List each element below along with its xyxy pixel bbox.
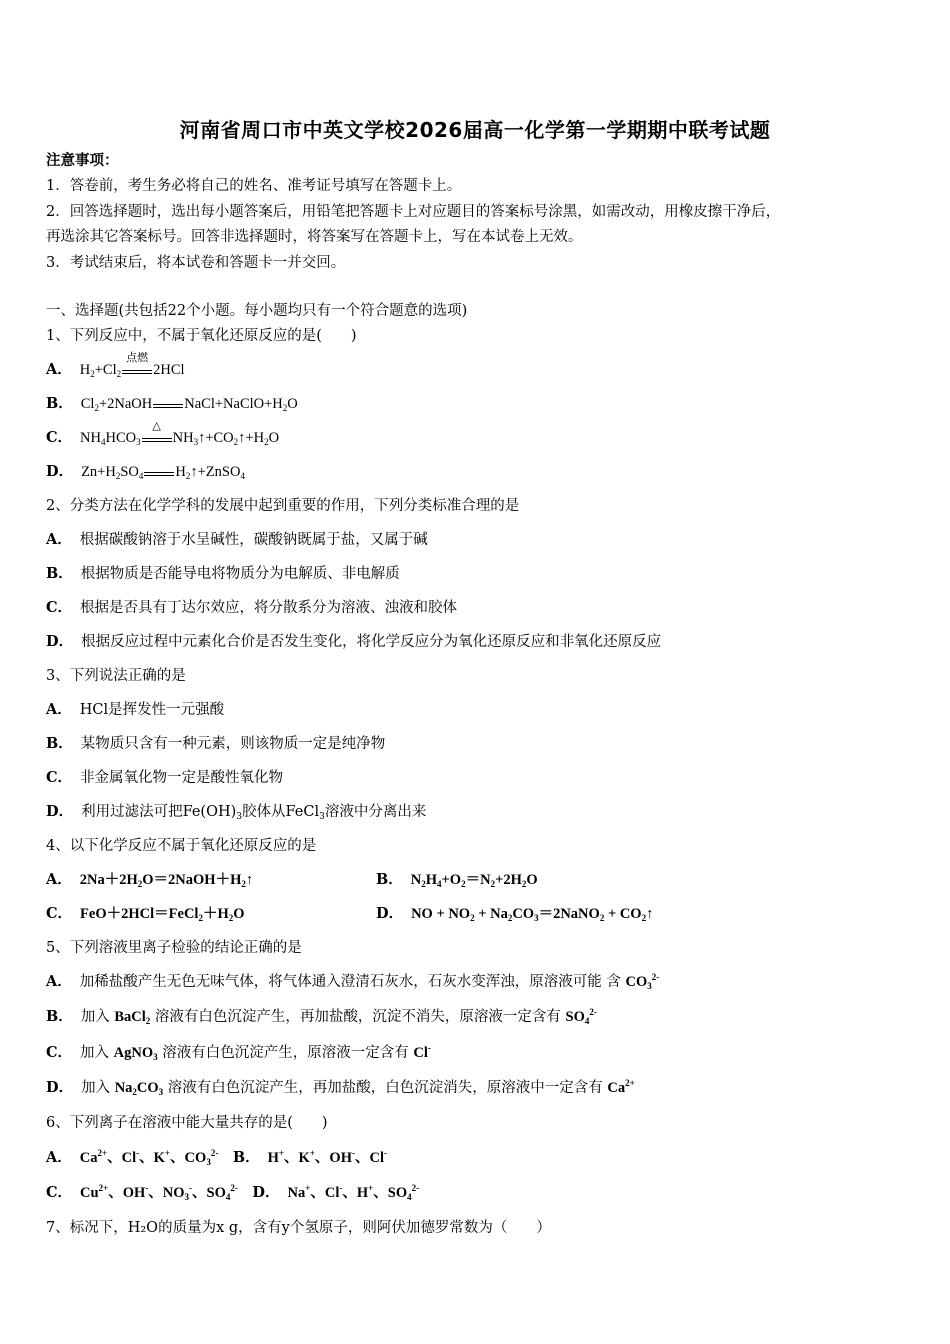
option-text: 某物质只含有一种元素，则该物质一定是纯净物 <box>80 736 386 752</box>
q2-option-b[interactable] <box>46 564 400 584</box>
notice-item-2: 2．回答选择题时，选出每小题答案后，用铅笔把答题卡上对应题目的答案标号涂黑，如需改动，用橡皮擦干净后， <box>46 204 781 220</box>
equals-arrow <box>144 464 174 478</box>
q7-stem: 7、标况下，H₂O的质量为x g，含有y个氢原子，则阿伏加德罗常数为（ ） <box>46 1220 551 1236</box>
option-label: D． <box>46 803 74 820</box>
option-text: 根据物质是否能导电将物质分为电解质、非电解质 <box>80 566 400 582</box>
q3-stem: 3、下列说法正确的是 <box>46 668 186 684</box>
q5-option-a[interactable]: A． 加稀盐酸产生无色无味气体，将气体通入澄清石灰水，石灰水变浑浊，原溶液可能 含 $CO_3^{2-}$ <box>46 972 660 991</box>
option-label: B． <box>46 1008 73 1025</box>
notice-item-2-cont: 再选涂其它答案标号。回答非选择题时，将答案写在答题卡上，写在本试卷上无效。 <box>46 229 583 245</box>
option-label: D． <box>46 1079 74 1096</box>
q5-option-d[interactable]: D． 加入 $Na_2CO_3$ 溶液有白色沉淀产生，再加盐酸，白色沉淀消失，原溶液中一定含有 $Ca^{2+}$ <box>46 1078 635 1097</box>
option-label: C． <box>46 429 73 446</box>
q1-option-c[interactable]: C． $NH_4HCO_3$ △ $NH_3↑+CO_2↑+H_2O$ <box>46 419 280 447</box>
q1-stem: 1、下列反应中，不属于氧化还原反应的是( ) <box>46 328 357 344</box>
option-label: A． <box>46 361 72 378</box>
option-label: C． <box>46 1184 73 1201</box>
option-label: D． <box>252 1184 280 1201</box>
option-label: D． <box>376 905 404 922</box>
q1-option-a[interactable]: A． $H_2+Cl_2$ 点燃 2HCl <box>46 351 185 379</box>
option-text: 根据是否具有丁达尔效应，将分散系分为溶液、浊液和胶体 <box>80 600 458 616</box>
option-label: C． <box>46 599 73 616</box>
q3-option-a[interactable] <box>46 700 224 720</box>
option-label: D． <box>46 463 74 480</box>
q3-option-c[interactable] <box>46 768 283 788</box>
q6-options-ab[interactable]: A． $Ca^{2+}$、Cl-、K+、$CO_3^{2-}$ B． H+、K+、OH-、Cl- <box>46 1148 387 1167</box>
q1-option-b[interactable]: B． $Cl_2+2NaOH$ $NaCl+NaClO+H_2O$ <box>46 395 298 413</box>
condition-arrow: △ <box>142 430 172 444</box>
q4-option-c[interactable]: C． $FeO+2HCl=FeCl_2+H_2O$ <box>46 905 245 923</box>
q4-option-a[interactable]: A． $2Na+2H_2O=2NaOH+H_2↑$ <box>46 871 254 889</box>
condition-arrow: 点燃 <box>122 362 152 376</box>
q3-option-b[interactable] <box>46 734 385 754</box>
option-label: D． <box>46 633 74 650</box>
option-text: 非金属氧化物一定是酸性氧化物 <box>80 770 284 786</box>
q5-option-c[interactable]: C． 加入 AgNO$_3$ 溶液有白色沉淀产生，原溶液一定含有 Cl- <box>46 1043 431 1062</box>
equals-arrow <box>153 396 183 410</box>
option-label: A． <box>46 871 72 888</box>
notice-item-1: 1．答卷前，考生务必将自己的姓名、准考证号填写在答题卡上。 <box>46 178 462 194</box>
notice-item-3: 3．考试结束后，将本试卷和答题卡一并交回。 <box>46 255 346 271</box>
q2-option-d[interactable] <box>46 632 661 652</box>
q4-stem: 4、以下化学反应不属于氧化还原反应的是 <box>46 838 317 854</box>
q2-option-a[interactable] <box>46 530 428 550</box>
option-label: A． <box>46 1149 72 1166</box>
option-label: B． <box>376 871 403 888</box>
option-label: C． <box>46 769 73 786</box>
q1-option-d[interactable]: D． $Zn+H_2SO_4$ $H_2↑+ZnSO_4$ <box>46 463 245 481</box>
option-label: C． <box>46 1044 73 1061</box>
option-label: B． <box>46 395 73 412</box>
option-label: B． <box>46 735 73 752</box>
option-label: A． <box>46 701 72 718</box>
option-label: A． <box>46 973 72 990</box>
q2-stem: 2、分类方法在化学学科的发展中起到重要的作用，下列分类标准合理的是 <box>46 498 520 514</box>
q3-option-d[interactable]: D． 利用过滤法可把$Fe(OH)_3$胶体从FeCl$_3$溶液中分离出来 <box>46 803 427 822</box>
option-text: 根据反应过程中元素化合价是否发生变化，将化学反应分为氧化还原反应和非氧化还原反应 <box>81 634 662 650</box>
q4-option-d[interactable]: D． NO + $NO_2$ + $Na_2CO_3=2NaNO_2$ + $CO_2↑$ <box>376 905 654 923</box>
q4-option-b[interactable]: B． $N_2H_4+O_2=N_2+2H_2O$ <box>376 871 538 889</box>
notice-heading: 注意事项： <box>46 152 119 169</box>
q2-option-c[interactable] <box>46 598 457 618</box>
section-heading: 一、选择题(共包括22个小题。每小题均只有一个符合题意的选项) <box>46 303 468 319</box>
option-text: HCl是挥发性一元强酸 <box>79 702 225 718</box>
option-label: C． <box>46 905 73 922</box>
option-text: 根据碳酸钠溶于水呈碱性，碳酸钠既属于盐，又属于碱 <box>79 532 428 548</box>
option-label: B． <box>46 565 73 582</box>
option-label: B． <box>232 1149 260 1166</box>
q6-stem: 6、下列离子在溶液中能大量共存的是( ) <box>46 1115 328 1131</box>
q5-stem: 5、下列溶液里离子检验的结论正确的是 <box>46 940 302 956</box>
page-title: 河南省周口市中英文学校2026届高一化学第一学期期中联考试题 <box>179 118 771 142</box>
q6-options-cd[interactable]: C． $Cu^{2+}$、OH-、$NO_3^-$、$SO_4^{2-}$ D． Na+、Cl-、H+、$SO_4^{2-}$ <box>46 1183 420 1202</box>
option-label: A． <box>46 531 72 548</box>
q5-option-b[interactable]: B． 加入 BaCl$_2$ 溶液有白色沉淀产生，再加盐酸，沉淀不消失，原溶液一定含有 $SO_4^{2-}$ <box>46 1007 597 1026</box>
